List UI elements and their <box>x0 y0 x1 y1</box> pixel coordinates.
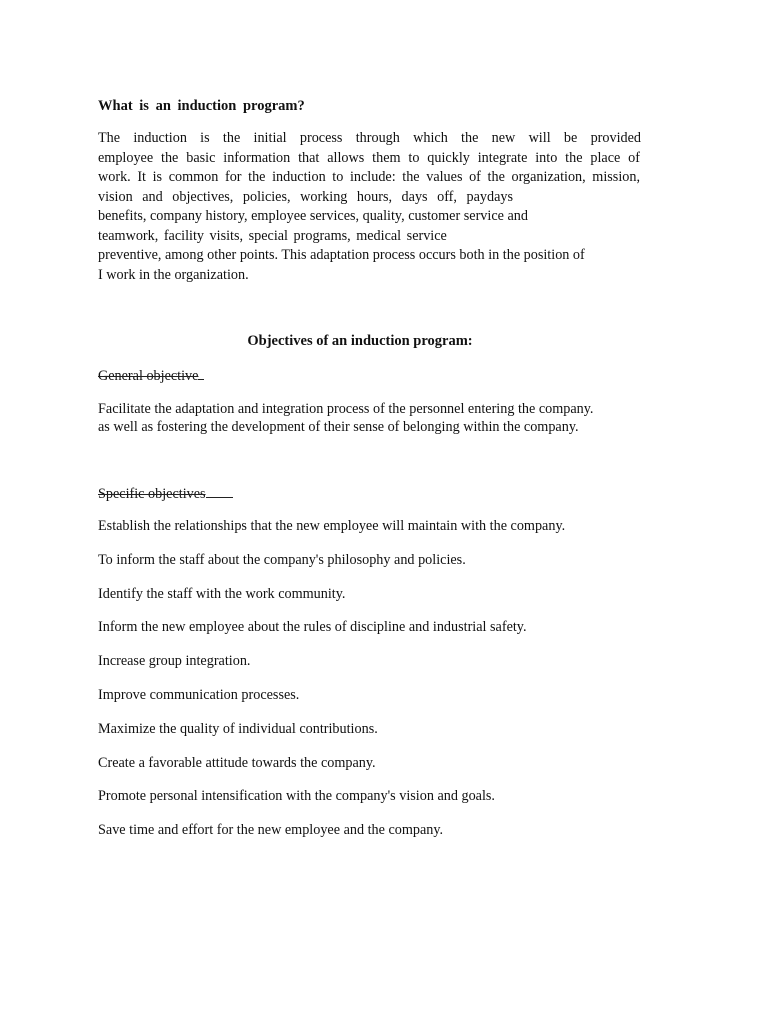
specific-objectives-list <box>98 517 565 855</box>
objective-item: Promote personal intensification with the company's vision and goals. <box>98 788 495 805</box>
specific-objectives-heading <box>98 485 233 503</box>
intro-paragraph <box>98 129 658 285</box>
intro-line: vision and objectives, policies, working hours, days off, paydays <box>98 188 513 205</box>
objective-item: Inform the new employee about the rules of discipline and industrial safety. <box>98 619 527 636</box>
general-objective-label: General objective <box>98 368 199 384</box>
intro-line: work. It is common for the induction to include: the values of the organization, mission, <box>98 169 640 185</box>
objective-item: Identify the staff with the work community. <box>98 585 346 602</box>
general-objective-text <box>98 400 593 436</box>
objective-item: Establish the relationships that the new employee will maintain with the company. <box>98 518 566 534</box>
page-heading: What is an induction program? <box>98 98 305 114</box>
objective-item: To inform the staff about the company's philosophy and policies. <box>98 551 466 568</box>
objective-item: Improve communication processes. <box>98 686 300 703</box>
intro-line: benefits, company history, employee services, quality, customer service and <box>98 208 528 224</box>
objective-item: Save time and effort for the new employee and the company. <box>98 822 444 839</box>
objective-item: Increase group integration. <box>98 653 251 670</box>
intro-line: employee the basic information that allows them to quickly integrate into the place of <box>98 149 640 166</box>
objectives-title: Objectives of an induction program: <box>247 333 473 349</box>
heading-underline <box>198 367 204 380</box>
heading-underline <box>206 485 233 498</box>
intro-line: The induction is the initial process through which the new will be provided <box>98 130 641 146</box>
general-objective-heading <box>98 367 204 385</box>
intro-line: preventive, among other points. This adaptation process occurs both in the position of <box>98 247 585 263</box>
intro-line: teamwork, facility visits, special programs, medical service <box>98 227 447 244</box>
general-objective-line: as well as fostering the development of their sense of belonging within the company. <box>98 419 579 435</box>
objective-item: Create a favorable attitude towards the company. <box>98 754 376 771</box>
objective-item: Maximize the quality of individual contributions. <box>98 720 378 737</box>
general-objective-line: Facilitate the adaptation and integration process of the personnel entering the company. <box>98 401 594 417</box>
specific-objectives-label: Specific objectives <box>98 486 206 502</box>
intro-line: I work in the organization. <box>98 266 249 283</box>
